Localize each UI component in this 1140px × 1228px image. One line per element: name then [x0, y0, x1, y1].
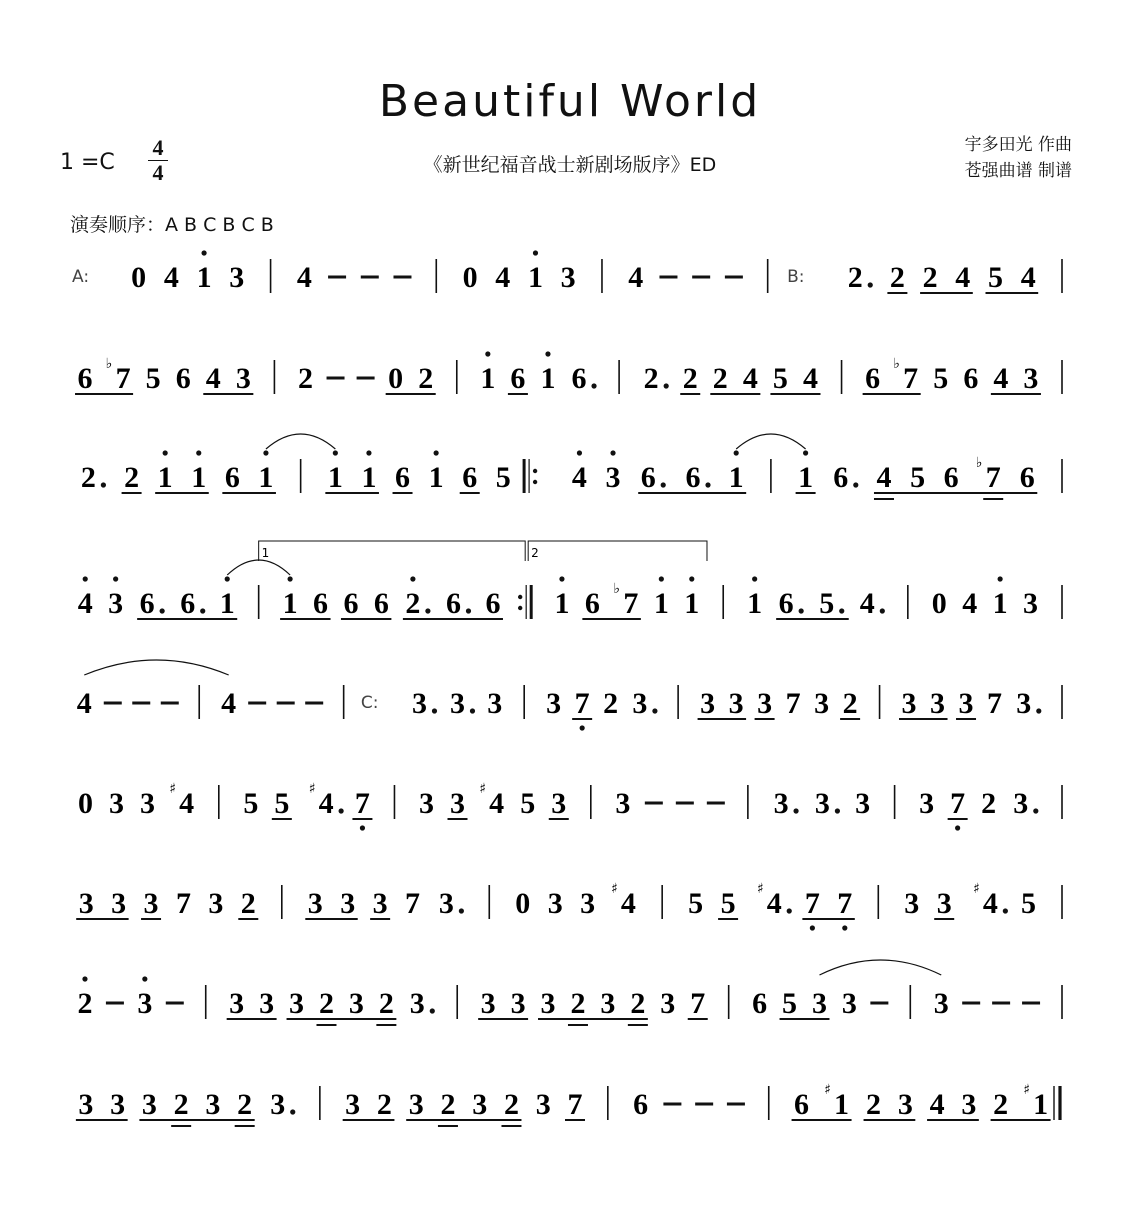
note: 3: [472, 1088, 488, 1121]
note: 3: [372, 887, 388, 920]
augmentation-dot: [664, 383, 669, 388]
octave-up-dot: [83, 576, 88, 581]
note: 6: [445, 587, 461, 620]
augmentation-dot: [200, 608, 205, 613]
accidental-mark: ♯: [972, 881, 980, 897]
note: 2: [418, 362, 434, 395]
note: 3: [660, 987, 676, 1020]
note: 6: [180, 587, 196, 620]
note: 1: [992, 587, 1008, 620]
note: 5: [145, 362, 161, 395]
section-label: C:: [360, 693, 379, 713]
note: 1: [798, 461, 814, 494]
augmentation-dot: [1003, 908, 1008, 913]
accidental-mark: ♯: [1023, 1082, 1030, 1098]
note: 6: [1019, 461, 1035, 494]
note: 3: [757, 687, 773, 720]
augmentation-dot: [839, 608, 844, 613]
note: 6: [313, 587, 329, 620]
note: 6: [833, 461, 849, 494]
note: 6: [373, 587, 389, 620]
note: 3: [141, 1088, 157, 1121]
volta-label: 2: [531, 546, 539, 560]
note: 6: [778, 587, 794, 620]
note: 1: [327, 461, 343, 494]
note: 6: [571, 362, 587, 395]
tie-arc: [227, 560, 290, 575]
note: 3: [1023, 587, 1039, 620]
note: 7: [175, 887, 191, 920]
accidental-mark: ♭: [975, 455, 983, 471]
note: 2: [376, 1088, 392, 1121]
note: 4: [489, 787, 505, 820]
note: 3: [205, 1088, 221, 1121]
tie-arc: [819, 960, 941, 975]
note: 3: [773, 787, 789, 820]
note: 4: [993, 362, 1009, 395]
octave-up-dot: [333, 450, 338, 455]
volta-bracket: [259, 541, 526, 561]
octave-up-dot: [434, 450, 439, 455]
note: 5: [495, 461, 511, 494]
accidental-mark: ♭: [893, 356, 900, 372]
note: 1: [196, 261, 212, 294]
note: 3: [78, 1088, 94, 1121]
note: 5: [688, 887, 704, 920]
note: 4: [77, 587, 93, 620]
note: 3: [811, 987, 827, 1020]
note: 6: [943, 461, 959, 494]
note: 5: [933, 362, 949, 395]
augmentation-dot: [880, 608, 885, 613]
note: 3: [605, 461, 621, 494]
augmentation-dot: [101, 482, 106, 487]
augmentation-dot: [430, 1008, 435, 1013]
note: 3: [289, 987, 305, 1020]
note: 7: [985, 461, 1001, 494]
note: 3: [235, 362, 251, 395]
note: 2: [240, 887, 256, 920]
note: 4: [766, 887, 782, 920]
octave-up-dot: [533, 250, 538, 255]
note: 5: [772, 362, 788, 395]
note: 4: [876, 461, 892, 494]
note: 7: [785, 687, 801, 720]
note: 6: [640, 461, 656, 494]
note: 3: [108, 587, 124, 620]
note: 0: [78, 787, 93, 820]
augmentation-dot: [705, 482, 710, 487]
volta-label: 1: [261, 546, 270, 560]
octave-up-dot: [998, 576, 1003, 581]
augmentation-dot: [799, 608, 804, 613]
repeat-dot: [533, 480, 537, 484]
note: 0: [388, 362, 404, 395]
note: 5: [720, 887, 736, 920]
note: 7: [115, 362, 131, 395]
note: 4: [179, 787, 195, 820]
note: 5: [520, 787, 536, 820]
note: 7: [567, 1088, 583, 1121]
augmentation-dot: [591, 383, 596, 388]
note: 3: [728, 687, 744, 720]
note: 3: [1013, 787, 1029, 820]
octave-down-dot: [580, 725, 585, 730]
note: 3: [540, 987, 556, 1020]
note: 1: [361, 461, 377, 494]
note: 6: [794, 1088, 810, 1121]
note: 3: [535, 1088, 551, 1121]
octave-up-dot: [263, 450, 268, 455]
note: 3: [841, 987, 857, 1020]
note: 2: [603, 687, 619, 720]
score-subtitle: 《新世纪福音战士新剧场版序》ED: [423, 154, 717, 176]
note: 6: [963, 362, 979, 395]
augmentation-dot: [459, 908, 464, 913]
score-title: Beautiful World: [378, 76, 762, 127]
note: 0: [515, 887, 531, 920]
augmentation-dot: [793, 808, 798, 813]
note: 1: [191, 461, 207, 494]
note: 4: [163, 261, 179, 294]
octave-up-dot: [288, 576, 293, 581]
note: 4: [955, 261, 971, 294]
note: 3: [700, 687, 716, 720]
note: 1: [282, 587, 298, 620]
octave-down-dot: [955, 825, 960, 830]
note: 3: [307, 887, 323, 920]
augmentation-dot: [339, 808, 344, 813]
accidental-mark: ♯: [824, 1082, 831, 1098]
note: 2: [712, 362, 728, 395]
note: 4: [802, 362, 818, 395]
note: 2: [630, 987, 646, 1020]
note: 6: [395, 461, 411, 494]
section-label: A:: [72, 267, 90, 287]
note: 3: [961, 1088, 977, 1121]
note: 6: [752, 987, 768, 1020]
note: 1: [554, 587, 570, 620]
octave-up-dot: [803, 450, 808, 455]
octave-up-dot: [163, 450, 168, 455]
augmentation-dot: [787, 908, 792, 913]
augmentation-dot: [868, 282, 873, 287]
note: 3: [1023, 362, 1039, 395]
note: 3: [143, 887, 159, 920]
note: 3: [560, 261, 576, 294]
note: 3: [109, 787, 124, 820]
note: 1: [157, 461, 173, 494]
note: 3: [409, 987, 425, 1020]
note: 6: [462, 461, 478, 494]
octave-up-dot: [659, 576, 664, 581]
accidental-mark: ♯: [169, 781, 177, 797]
section-label: B:: [787, 267, 805, 287]
accidental-mark: ♭: [105, 356, 113, 372]
note: 7: [574, 687, 590, 720]
note: 6: [633, 1088, 649, 1121]
note: 5: [1021, 887, 1037, 920]
octave-up-dot: [485, 351, 490, 356]
note: 3: [438, 887, 454, 920]
note: 6: [175, 362, 191, 395]
time-signature-top: 4: [152, 135, 164, 160]
note: 2: [682, 362, 698, 395]
note: 3: [137, 987, 153, 1020]
note: 2: [889, 261, 905, 294]
octave-up-dot: [366, 450, 371, 455]
octave-up-dot: [225, 576, 230, 581]
note: 2: [80, 461, 96, 494]
play-order: 演奏顺序：A B C B C B: [70, 214, 274, 236]
octave-up-dot: [142, 976, 147, 981]
octave-up-dot: [113, 576, 118, 581]
augmentation-dot: [661, 482, 666, 487]
note: 3: [930, 687, 946, 720]
note: 1: [527, 261, 543, 294]
note: 1: [747, 587, 763, 620]
note: 7: [405, 887, 421, 920]
note: 3: [419, 787, 434, 820]
note: 1: [684, 587, 700, 620]
augmentation-dot: [652, 708, 657, 713]
note: 4: [76, 687, 92, 720]
note: 1: [480, 362, 496, 395]
augmentation-dot: [1033, 808, 1038, 813]
note: 2: [318, 987, 334, 1020]
note: 2: [378, 987, 394, 1020]
note: 2: [237, 1088, 253, 1121]
tie-arc: [266, 434, 335, 449]
note: 1: [728, 461, 744, 494]
augmentation-dot: [466, 608, 471, 613]
note: 2: [503, 1088, 519, 1121]
augmentation-dot: [290, 1109, 295, 1114]
note: 3: [855, 787, 871, 820]
transcriber-credit: 苍强曲谱 制谱: [964, 161, 1072, 181]
note: 3: [814, 787, 830, 820]
note: 3: [551, 787, 567, 820]
note: 3: [345, 1088, 361, 1121]
note: 5: [910, 461, 926, 494]
note: 3: [140, 787, 155, 820]
note: 6: [685, 461, 701, 494]
note: 2: [297, 362, 313, 395]
note: 4: [221, 687, 237, 720]
tie-arc: [84, 660, 228, 675]
note: 4: [742, 362, 758, 395]
octave-up-dot: [577, 450, 582, 455]
accidental-mark: ♯: [610, 881, 618, 897]
note: 0: [462, 261, 478, 294]
repeat-dot: [518, 595, 522, 599]
accidental-mark: ♯: [756, 881, 764, 897]
note: 2: [842, 687, 858, 720]
note: 3: [904, 887, 920, 920]
note: 5: [243, 787, 259, 820]
augmentation-dot: [835, 808, 840, 813]
note: 3: [348, 987, 364, 1020]
note: 7: [950, 787, 966, 820]
note: 3: [208, 887, 224, 920]
octave-down-dot: [810, 925, 815, 930]
note: 3: [408, 1088, 424, 1121]
note: 3: [933, 987, 949, 1020]
note: 3: [1016, 687, 1032, 720]
note: 7: [804, 887, 820, 920]
note: 1: [834, 1088, 850, 1121]
octave-up-dot: [734, 450, 739, 455]
note: 3: [919, 787, 935, 820]
octave-up-dot: [689, 576, 694, 581]
note: 3: [547, 887, 563, 920]
note: 6: [584, 587, 600, 620]
note: 3: [936, 887, 952, 920]
note: 3: [229, 987, 245, 1020]
note: 2: [440, 1088, 456, 1121]
octave-up-dot: [559, 576, 564, 581]
note: 3: [510, 987, 526, 1020]
augmentation-dot: [425, 608, 430, 613]
augmentation-dot: [160, 608, 165, 613]
note: 3: [411, 687, 427, 720]
note: 4: [318, 787, 334, 820]
octave-up-dot: [545, 351, 550, 356]
note: 3: [487, 687, 503, 720]
note: 2: [643, 362, 659, 395]
note: 2: [405, 587, 421, 620]
note: 4: [495, 261, 511, 294]
note: 4: [859, 587, 875, 620]
note: 4: [620, 887, 636, 920]
note: 1: [653, 587, 669, 620]
augmentation-dot: [432, 708, 437, 713]
note: 2: [866, 1088, 882, 1121]
note: 3: [78, 887, 94, 920]
composer-credit: 宇多田光 作曲: [964, 135, 1072, 155]
note: 3: [580, 887, 596, 920]
key-signature: 1 =C: [60, 150, 115, 175]
note: 3: [480, 987, 496, 1020]
note: 3: [901, 687, 917, 720]
note: 5: [819, 587, 835, 620]
note: 3: [270, 1088, 286, 1121]
note: 6: [77, 362, 93, 395]
note: 3: [449, 687, 465, 720]
note: 3: [814, 687, 830, 720]
note: 3: [229, 261, 245, 294]
note: 6: [865, 362, 881, 395]
note: 6: [510, 362, 526, 395]
note: 1: [1033, 1088, 1049, 1121]
octave-up-dot: [752, 576, 757, 581]
note: 3: [600, 987, 616, 1020]
note: 6: [343, 587, 359, 620]
note: 3: [958, 687, 974, 720]
note: 1: [258, 461, 274, 494]
note: 6: [139, 587, 155, 620]
octave-down-dot: [842, 925, 847, 930]
octave-up-dot: [82, 976, 87, 981]
repeat-dot: [533, 469, 537, 473]
note: 2: [993, 1088, 1009, 1121]
note: 7: [837, 887, 853, 920]
note: 3: [340, 887, 356, 920]
note: 2: [847, 261, 863, 294]
note: 2: [124, 461, 140, 494]
accidental-mark: ♭: [613, 581, 621, 597]
note: 6: [224, 461, 240, 494]
note: 4: [1020, 261, 1036, 294]
note: 7: [690, 987, 706, 1020]
note: 2: [981, 787, 997, 820]
note: 7: [987, 687, 1003, 720]
note: 7: [354, 787, 370, 820]
note: 7: [903, 362, 919, 395]
augmentation-dot: [853, 482, 858, 487]
volta-bracket: [528, 541, 707, 561]
note: 3: [546, 687, 562, 720]
octave-up-dot: [610, 450, 615, 455]
note: 5: [274, 787, 290, 820]
note: 3: [615, 787, 631, 820]
note: 3: [110, 1088, 126, 1121]
note: 7: [623, 587, 639, 620]
note: 5: [988, 261, 1004, 294]
octave-down-dot: [360, 825, 365, 830]
note: 4: [571, 461, 587, 494]
note: 1: [219, 587, 235, 620]
octave-up-dot: [410, 576, 415, 581]
note: 2: [570, 987, 586, 1020]
note: 4: [982, 887, 998, 920]
note: 0: [131, 261, 147, 294]
note: 3: [111, 887, 127, 920]
time-signature-bottom: 4: [152, 160, 164, 185]
note: 3: [259, 987, 275, 1020]
note: 3: [450, 787, 465, 820]
accidental-mark: ♯: [479, 781, 487, 797]
note: 3: [632, 687, 648, 720]
note: 3: [897, 1088, 913, 1121]
note: 1: [428, 461, 444, 494]
note: 0: [931, 587, 947, 620]
note: 4: [296, 261, 312, 294]
octave-up-dot: [196, 450, 201, 455]
accidental-mark: ♯: [308, 781, 316, 797]
note: 5: [782, 987, 798, 1020]
octave-up-dot: [201, 250, 206, 255]
repeat-dot: [518, 606, 522, 610]
tie-arc: [736, 434, 805, 449]
note: 4: [628, 261, 644, 294]
note: 6: [485, 587, 501, 620]
note: 2: [173, 1088, 189, 1121]
note: 1: [540, 362, 556, 395]
note: 4: [205, 362, 221, 395]
augmentation-dot: [1036, 708, 1041, 713]
note: 4: [929, 1088, 945, 1121]
augmentation-dot: [470, 708, 475, 713]
note: 2: [77, 987, 93, 1020]
note: 4: [962, 587, 978, 620]
note: 2: [922, 261, 938, 294]
